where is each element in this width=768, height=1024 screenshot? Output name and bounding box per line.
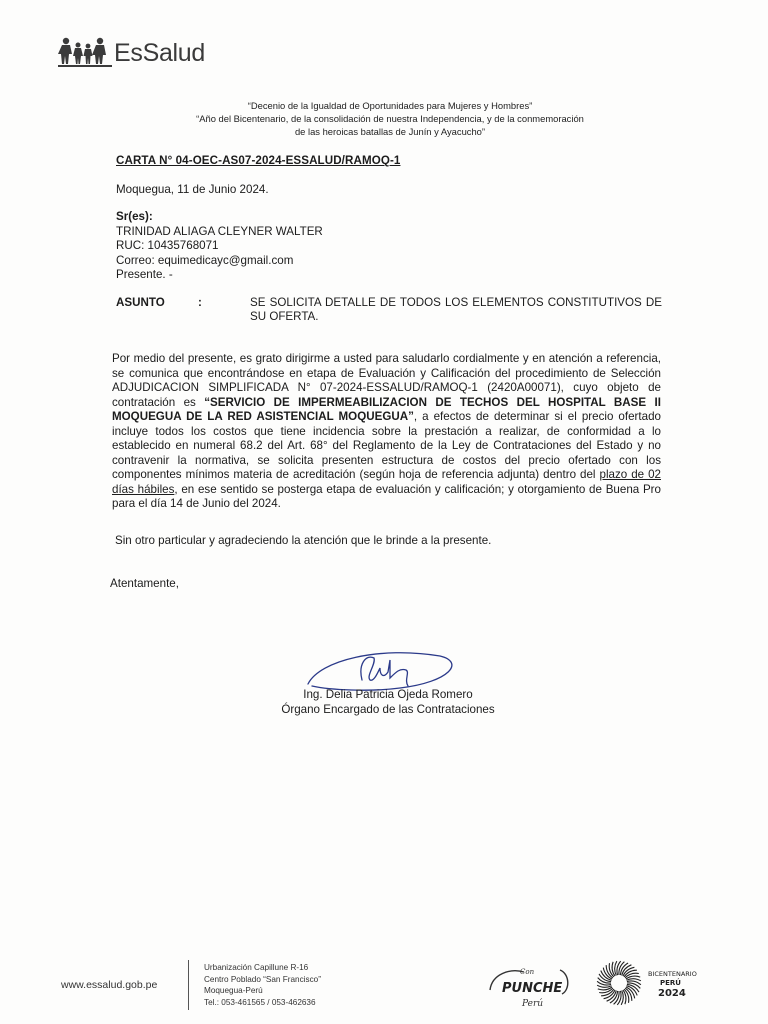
essalud-logo xyxy=(58,36,205,70)
recipient-ruc: RUC: 10435768071 xyxy=(116,239,219,252)
recipient-block xyxy=(116,210,323,283)
signer-name: Ing. Delia Patricia Ojeda Romero xyxy=(303,688,473,701)
family-icon xyxy=(58,36,112,70)
recipient-salutation: Sr(es): xyxy=(116,210,153,223)
subject-text: SE SOLICITA DETALLE DE TODOS LOS ELEMENTOS CONSTITUTIVOS DE SU OFERTA. xyxy=(250,296,662,323)
body-text: , en ese sentido se posterga etapa de evaluación y calificación; y otorgamiento de Buena Pro para el día 14 de Junio del 2024. xyxy=(112,482,661,510)
punche-con: Con xyxy=(520,968,535,976)
address-line: Moquegua-Perú xyxy=(204,986,263,995)
mottos xyxy=(150,99,630,138)
motto-line: de las heroicas batallas de Junín y Ayacucho” xyxy=(294,126,486,137)
body-service-name: “SERVICIO DE IMPERMEABILIZACION DE TECHOS DEL HOSPITAL BASE II MOQUEGUA DE LA RED ASISTENCIAL MOQUEGUA” xyxy=(112,395,661,423)
motto-line: “Año del Bicentenario, de la consolidación de nuestra Independencia, y de la conmemoración xyxy=(196,113,584,124)
signer-title: Órgano Encargado de las Contrataciones xyxy=(281,702,495,716)
bicentenario-logo xyxy=(594,958,704,1008)
subject-label: ASUNTO xyxy=(116,296,165,309)
body-text: Por medio del presente, es grato dirigirme a usted para saludarlo cordialmente y en atención a referencia, se comunica que encontrándose en etapa de Evaluación y Calificación del procedimiento de Selección ADJUDICACION SIMPLIFICADA N° 07-2024-ESSALUD/RAMOQ-1 (2420A00071), cuyo objeto de contratación es xyxy=(112,352,661,409)
bicentenario-line3: 2024 xyxy=(658,988,686,999)
logo-wordmark: EsSalud xyxy=(114,38,206,67)
body-deadline: plazo de 02 días hábiles xyxy=(112,468,661,496)
bicentenario-line2: PERÚ xyxy=(660,979,681,987)
address-line: Tel.: 053-461565 / 053-462636 xyxy=(204,997,316,1007)
thanks-line: Sin otro particular y agradeciendo la atención que le brinde a la presente. xyxy=(115,534,492,547)
footer-website: www.essalud.gob.pe xyxy=(61,979,158,991)
signer-block xyxy=(268,688,508,717)
bicentenario-line1: BICENTENARIO xyxy=(648,970,697,978)
recipient-email: Correo: equimedicayc@gmail.com xyxy=(116,253,294,267)
recipient-name: TRINIDAD ALIAGA CLEYNER WALTER xyxy=(116,224,323,238)
address-line: Centro Poblado “San Francisco” xyxy=(204,974,321,984)
footer-address xyxy=(204,962,321,1008)
letter-reference: CARTA N° 04-OEC-AS07-2024-ESSALUD/RAMOQ-1 xyxy=(116,154,401,167)
subject-colon: : xyxy=(198,296,202,309)
letter-body xyxy=(112,352,661,512)
body-text: , a efectos de determinar si el precio ofertado incluye todos los costos que tiene incidencia sobre la prestación a realizar, de conformidad a lo establecido en numeral 68.2 del Art. 68° del Reglamento de la Ley de Contrataciones del Estado y no contravenir la normativa, se solicita presenten estructura de costos del precio ofertado con los componentes mínimos materia de acreditación (según hoja de referencia adjunta) dentro del xyxy=(112,410,661,481)
letter-date: Moquegua, 11 de Junio 2024. xyxy=(116,183,269,196)
closing-line: Atentamente, xyxy=(110,577,179,590)
punche-word: PUNCHE xyxy=(502,981,563,996)
punche-peru: Perú xyxy=(522,999,544,1009)
footer-divider xyxy=(188,960,189,1010)
con-punche-peru-logo xyxy=(484,960,574,1012)
address-line: Urbanización Capillune R-16 xyxy=(204,963,309,972)
motto-line: “Decenio de la Igualdad de Oportunidades para Mujeres y Hombres” xyxy=(247,100,533,111)
recipient-presente: Presente. - xyxy=(116,268,173,281)
